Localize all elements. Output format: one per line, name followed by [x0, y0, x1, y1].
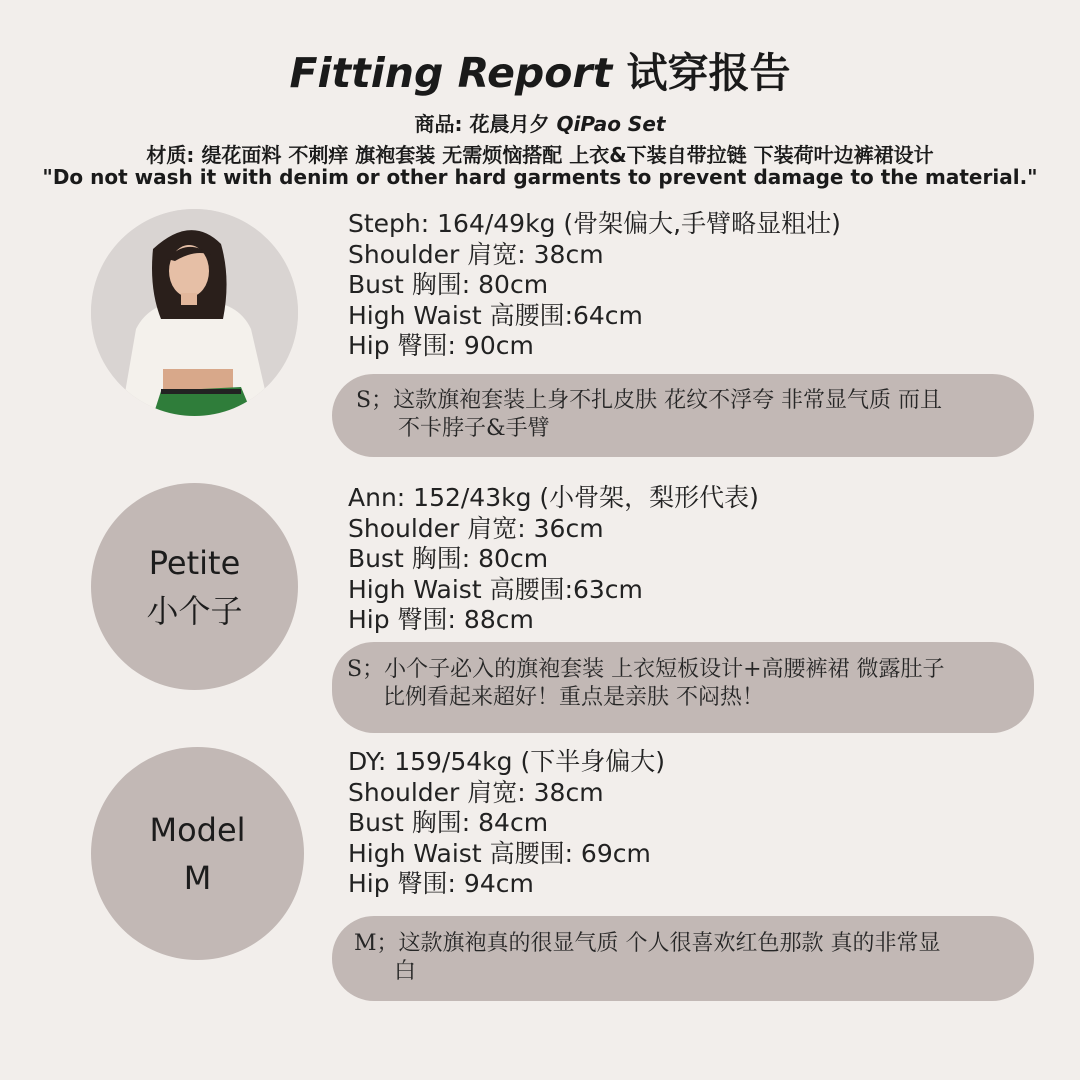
comment-line-2: 不卡脖子&手臂: [398, 416, 550, 441]
stats-shoulder: Shoulder 肩宽: 38cm: [348, 777, 604, 807]
stats-high-waist: High Waist 高腰围: 69cm: [348, 838, 651, 868]
title-chinese: 试穿报告: [626, 49, 791, 97]
stats-shoulder: Shoulder 肩宽: 36cm: [348, 513, 604, 543]
stats-bust: Bust 胸围: 84cm: [348, 808, 549, 837]
comment-bubble-1: [332, 374, 1034, 457]
stats-high-waist: High Waist 高腰围:63cm: [348, 574, 643, 604]
model-stats-1: [348, 209, 841, 362]
model-stats-2: [348, 483, 759, 636]
comment-bubble-3: [332, 916, 1034, 1001]
product-label: 商品: 花晨月夕: [414, 112, 557, 136]
avatar-label-en: Petite: [148, 543, 241, 582]
stats-hip: Hip 臀围: 90cm: [348, 331, 534, 360]
product-line: [0, 108, 1080, 137]
comment-bubble-2: [332, 642, 1034, 733]
stats-hip: Hip 臀围: 94cm: [348, 869, 534, 898]
avatar-label-zh: 小个子: [146, 591, 243, 630]
title-english: Fitting Report: [289, 49, 613, 97]
comment-line-1: S；这款旗袍套装上身不扎皮肤 花纹不浮夸 非常显气质 而且: [356, 388, 943, 413]
model-photo-illustration: [91, 209, 298, 416]
comment-line-2: 白: [394, 959, 417, 984]
comment-line-1: M；这款旗袍真的很显气质 个人很喜欢红色那款 真的非常显: [354, 931, 941, 956]
model-photo-avatar: [91, 209, 298, 416]
stats-name-line: Ann: 152/43kg (小骨架，梨形代表): [348, 483, 759, 512]
stats-high-waist: High Waist 高腰围:64cm: [348, 300, 643, 330]
stats-shoulder: Shoulder 肩宽: 38cm: [348, 239, 604, 269]
product-name: QiPao Set: [556, 112, 666, 136]
comment-line-1: S；小个子必入的旗袍套装 上衣短板设计+高腰裤裙 微露肚子: [347, 657, 945, 682]
model-stats-3: [348, 747, 665, 900]
material-line: 材质: 缇花面料 不刺痒 旗袍套装 无需烦恼搭配 上衣&下装自带拉链 下装荷叶边裤裙设计: [146, 143, 934, 167]
care-instruction: "Do not wash it with denim or other hard garments to prevent damage to the material.": [42, 165, 1038, 189]
avatar-label-size: M: [183, 858, 212, 897]
page-title: [0, 40, 1080, 99]
comment-line-2: 比例看起来超好！重点是亲肤 不闷热！: [383, 685, 764, 710]
stats-bust: Bust 胸围: 80cm: [348, 270, 549, 299]
stats-hip: Hip 臀围: 88cm: [348, 605, 534, 634]
stats-name-line: Steph: 164/49kg (骨架偏大,手臂略显粗壮): [348, 209, 841, 238]
model-m-avatar-circle: [91, 747, 304, 960]
stats-bust: Bust 胸围: 80cm: [348, 544, 549, 573]
petite-avatar-circle: [91, 483, 298, 690]
stats-name-line: DY: 159/54kg (下半身偏大): [348, 747, 665, 776]
avatar-label-en: Model: [149, 810, 246, 849]
